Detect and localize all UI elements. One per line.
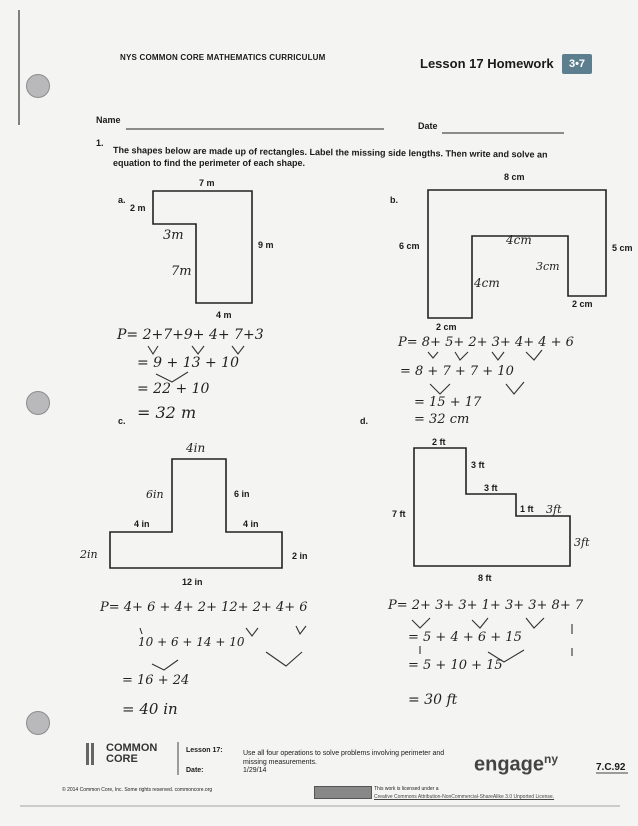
shape-a-right-length: 9 m <box>258 240 274 250</box>
engageny-logo-text: engage <box>474 753 545 776</box>
curriculum-header: NYS COMMON CORE MATHEMATICS CURRICULUM <box>120 53 326 62</box>
shape-a-outline <box>153 191 252 303</box>
engageny-logo <box>474 752 558 777</box>
shape-c-inner-left-written: 6in <box>146 488 164 501</box>
shape-a-top-length: 7 m <box>199 178 215 188</box>
shape-b-label: b. <box>390 195 398 205</box>
shape-c-inner-right-length: 6 in <box>234 489 250 499</box>
shape-c-right-ledge-length: 4 in <box>243 519 259 529</box>
footer-date-value: 1/29/14 <box>243 767 267 774</box>
shape-d-top-length: 2 ft <box>432 437 446 447</box>
shape-b-top-length: 8 cm <box>504 172 525 182</box>
shape-a-bottom-length: 4 m <box>216 310 232 320</box>
work-c-line2: 10 + 6 + 14 + 10 <box>138 635 245 649</box>
shape-b-inner-right-written: 3cm <box>536 260 560 273</box>
shape-c-top-written: 4in <box>186 441 206 455</box>
footer-lesson-label: Lesson 17: <box>186 747 223 754</box>
shape-d-label: d. <box>360 416 368 426</box>
problem-number: 1. <box>96 138 104 148</box>
page-code: 7.C.92 <box>596 762 626 773</box>
shape-c-left-written: 2in <box>80 548 98 561</box>
shape-b-right-length: 5 cm <box>612 243 633 253</box>
shape-b-left-length: 6 cm <box>399 241 420 251</box>
problem-text-line1: The shapes below are made up of rectangles. Label the missing side lengths. Then write and solve an <box>112 145 548 160</box>
shape-d-step1-length: 3 ft <box>471 460 485 470</box>
problem-text-line2: equation to find the perimeter of each shape. <box>113 158 306 168</box>
license-line1: This work is licensed under a <box>374 786 439 792</box>
cc-license-badge <box>314 786 372 799</box>
work-b-line4: = 32 cm <box>414 412 470 427</box>
common-core-logo-mark <box>86 743 98 765</box>
shape-c-left-ledge-length: 4 in <box>134 519 150 529</box>
shape-d-bottom-length: 8 ft <box>478 573 492 583</box>
shape-a-label: a. <box>118 195 126 205</box>
shape-d-left-length: 7 ft <box>392 509 406 519</box>
shape-b-bottom-left-length: 2 cm <box>436 322 457 332</box>
footer-copyright: © 2014 Common Core, Inc. Some rights reserved. commoncore.org <box>62 787 213 793</box>
lesson-title: Lesson 17 Homework <box>420 56 554 71</box>
work-c-line4: = 40 in <box>122 700 178 718</box>
work-c-line3: = 16 + 24 <box>122 673 190 688</box>
work-a-line2: = 9 + 13 + 10 <box>137 355 239 371</box>
shape-d-right-written: 3ft <box>574 536 590 549</box>
shape-b-inner-left-written: 4cm <box>474 276 500 290</box>
work-b-line1: P= 8+ 5+ 2+ 3+ 4+ 4 + 6 <box>398 335 574 350</box>
work-b-line2: = 8 + 7 + 7 + 10 <box>400 364 514 379</box>
shape-d-step3-length: 1 ft <box>520 504 534 514</box>
work-c-line1: P= 4+ 6 + 4+ 2+ 12+ 2+ 4+ 6 <box>100 600 308 615</box>
shape-c-outline <box>110 459 282 568</box>
shape-b-bottom-right-length: 2 cm <box>572 299 593 309</box>
common-core-brand: COMMON CORE <box>106 742 158 765</box>
name-label: Name <box>96 115 121 125</box>
shape-a-left-length: 2 m <box>130 203 146 213</box>
work-a-line4: = 32 m <box>137 403 197 422</box>
shape-c-right-length: 2 in <box>292 551 308 561</box>
lesson-badge-text: 3•7 <box>568 58 586 70</box>
shape-a-inner-left-written: 7m <box>171 264 192 279</box>
work-b-line3: = 15 + 17 <box>414 395 482 410</box>
shape-a-inner-top-written: 3m <box>163 228 184 243</box>
shape-c-label: c. <box>118 416 126 426</box>
shape-b-inner-top-written: 4cm <box>506 233 532 247</box>
work-d-line2: = 5 + 4 + 6 + 15 <box>408 630 522 645</box>
work-a-line1: P= 2+7+9+ 4+ 7+3 <box>117 327 264 343</box>
work-a-line3: = 22 + 10 <box>137 381 210 397</box>
shape-d-step4-written: 3ft <box>546 503 562 516</box>
engageny-logo-sup: ny <box>544 752 559 766</box>
footer-description: Use all four operations to solve problems involving perimeter and missing measurements. <box>243 750 445 766</box>
work-d-line3: = 5 + 10 + 15 <box>408 658 503 673</box>
shape-c-bottom-length: 12 in <box>182 577 203 587</box>
work-d-line4: = 30 ft <box>408 692 458 708</box>
work-d-line1: P= 2+ 3+ 3+ 1+ 3+ 3+ 8+ 7 <box>388 598 584 613</box>
shape-d-step2-length: 3 ft <box>484 483 498 493</box>
footer-date-label: Date: <box>186 767 204 774</box>
date-label: Date <box>418 121 438 131</box>
license-line2: Creative Commons Attribution-NonCommercial-ShareAlike 3.0 Unported License. <box>374 794 555 800</box>
